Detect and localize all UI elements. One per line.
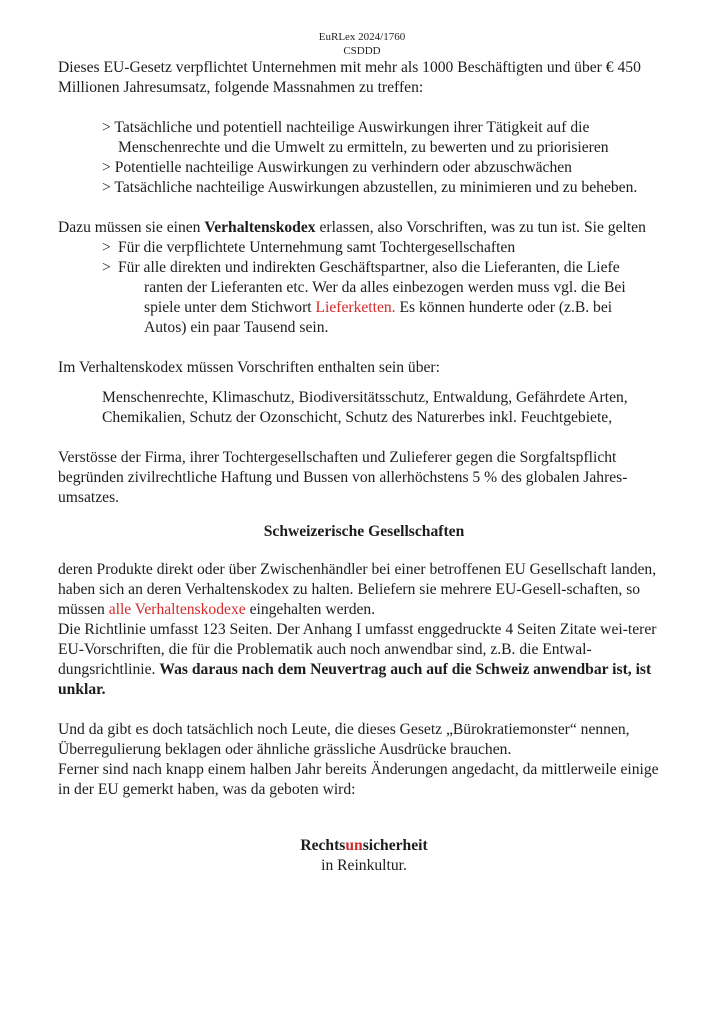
critics-paragraph: Und da gibt es doch tatsächlich noch Leute, die dieses Gesetz „Bürokratiemonster“ nennen, Überregulierung beklagen oder ähnliche grässliche Ausdrücke brauchen. bbox=[58, 721, 630, 758]
lieferketten-link[interactable]: Lieferketten. bbox=[315, 299, 396, 316]
header-acronym: CSDDD bbox=[343, 45, 381, 57]
code-paragraph: Dazu müssen sie einen Verhaltenskodex erlassen, also Vorschriften, was zu tun ist. Sie gelten bbox=[58, 219, 646, 236]
swiss-heading: Schweizerische Gesellschaften bbox=[263, 523, 465, 540]
swiss-paragraph: deren Produkte direkt oder über Zwischenhändler bei einer betroffenen EU Gesellschaft landen, haben sich an deren Verhaltenskodex zu halten. Beliefern sie mehrere EU-Gesell-schaften, so müssen alle Verhaltenskodexe eingehalten werden. bbox=[58, 561, 657, 618]
measure-item: > Tatsächliche und potentiell nachteilige Auswirkungen ihrer Tätigkeit auf die Menschenrechte und die Umwelt zu ermitteln, zu bewerten und zu priorisieren bbox=[102, 119, 609, 156]
topics-list: Menschenrechte, Klimaschutz, Biodiversitätsschutz, Entwaldung, Gefährdete Arten, Chemikalien, Schutz der Ozonschicht, Schutz des Naturerbes inkl. Feuchtgebiete, bbox=[102, 389, 628, 426]
header-reference: EuRLex 2024/1760 bbox=[318, 31, 406, 43]
measure-item: > Tatsächliche nachteilige Auswirkungen abzustellen, zu minimieren und zu beheben. bbox=[102, 179, 638, 196]
closing-statement bbox=[58, 836, 670, 876]
closing-title: Rechtsunsicherheit bbox=[300, 837, 428, 854]
measures-list bbox=[102, 118, 670, 198]
verhaltenskodexe-link[interactable]: alle Verhaltenskodexe bbox=[108, 601, 246, 618]
scope-item: > Für alle direkten und indirekten Geschäftspartner, also die Lieferanten, die Liefe ranten der Lieferanten etc. Wer da alles einbezogen werden muss vgl. die Bei spiele unter dem Stichwort Lieferketten. Es können hunderte oder (z.B. bei Autos) ein paar Tausend sein. bbox=[102, 259, 626, 336]
scope-list bbox=[102, 238, 670, 338]
directive-paragraph: Die Richtlinie umfasst 123 Seiten. Der Anhang I umfasst enggedruckte 4 Seiten Zitate wei-terer EU-Vorschriften, die für die Problematik auch noch anwendbar sind, z.B. die Entwal-dungsrichtlinie. Was daraus nach dem Neuvertrag auch auf die Schweiz anwendbar ist, ist unklar. bbox=[58, 621, 657, 698]
document-page bbox=[58, 30, 670, 876]
unclear-statement: Was daraus nach dem Neuvertrag auch auf die Schweiz anwendbar ist, ist unklar. bbox=[58, 661, 652, 698]
intro-paragraph: Dieses EU-Gesetz verpflichtet Unternehmen mit mehr als 1000 Beschäftigten und über € 450 Millionen Jahresumsatz, folgende Massnahmen zu treffen: bbox=[58, 59, 641, 96]
liability-paragraph: Verstösse der Firma, ihrer Tochtergesellschaften und Zulieferer gegen die Sorgfaltspflicht begründen zivilrechtliche Haftung und Bussen von allerhöchstens 5 % des globalen Jahres-umsatzes. bbox=[58, 449, 628, 506]
changes-paragraph: Ferner sind nach knapp einem halben Jahr bereits Änderungen angedacht, da mittlerweile einige in der EU gemerkt haben, was da geboten wird: bbox=[58, 761, 659, 798]
topics-intro: Im Verhaltenskodex müssen Vorschriften enthalten sein über: bbox=[58, 359, 440, 376]
scope-item: > Für die verpflichtete Unternehmung samt Tochtergesellschaften bbox=[102, 239, 516, 256]
closing-subtitle: in Reinkultur. bbox=[321, 857, 407, 874]
verhaltenskodex-term: Verhaltenskodex bbox=[204, 219, 316, 236]
measure-item: > Potentielle nachteilige Auswirkungen zu verhindern oder abzuschwächen bbox=[102, 159, 572, 176]
document-header bbox=[0, 30, 724, 58]
